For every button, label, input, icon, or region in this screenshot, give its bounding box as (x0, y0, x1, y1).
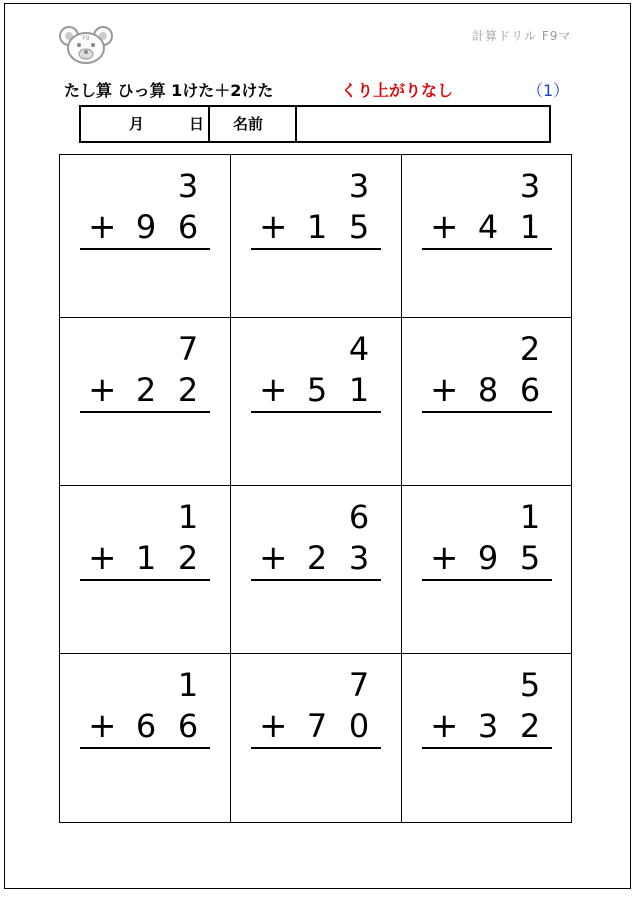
addend-top-digit: 1 (519, 498, 541, 536)
problem-cell[interactable] (231, 654, 402, 821)
date-name-box (79, 105, 551, 143)
problem-cell[interactable] (402, 654, 573, 821)
addend-ones-digit: 6 (177, 707, 199, 745)
addend-tens-digit: 1 (135, 539, 157, 577)
problem-cell[interactable] (231, 486, 402, 653)
addend-top-digit: 7 (177, 330, 199, 368)
addend-top-digit: 6 (348, 498, 370, 536)
answer-line (251, 747, 381, 749)
plus-sign: + (430, 706, 459, 746)
problem-cell[interactable] (402, 155, 573, 322)
addend-tens-digit: 3 (477, 707, 499, 745)
addend-top-digit: 3 (177, 167, 199, 205)
addend-top-digit: 1 (177, 666, 199, 704)
addend-top-digit: 5 (519, 666, 541, 704)
addend-ones-digit: 5 (348, 208, 370, 246)
plus-sign: + (88, 207, 117, 247)
addend-tens-digit: 4 (477, 208, 499, 246)
addend-ones-digit: 2 (177, 371, 199, 409)
name-box-divider (208, 107, 210, 141)
brand-label: 計算ドリル F9マ (472, 29, 572, 43)
addend-ones-digit: 2 (519, 707, 541, 745)
answer-line (422, 248, 552, 250)
answer-line (422, 747, 552, 749)
addend-tens-digit: 6 (135, 707, 157, 745)
problem-cell[interactable] (231, 318, 402, 485)
plus-sign: + (259, 706, 288, 746)
plus-sign: + (430, 370, 459, 410)
addend-ones-digit: 1 (519, 208, 541, 246)
addend-tens-digit: 1 (306, 208, 328, 246)
addend-top-digit: 1 (177, 498, 199, 536)
sheet-number: （1） (527, 81, 570, 100)
problem-cell[interactable] (60, 486, 231, 653)
addend-top-digit: 3 (348, 167, 370, 205)
name-label: 名前 (233, 115, 264, 133)
answer-line (80, 579, 210, 581)
addend-tens-digit: 5 (306, 371, 328, 409)
answer-line (251, 411, 381, 413)
addend-ones-digit: 1 (348, 371, 370, 409)
addend-tens-digit: 7 (306, 707, 328, 745)
plus-sign: + (88, 370, 117, 410)
plus-sign: + (259, 370, 288, 410)
plus-sign: + (88, 706, 117, 746)
problem-cell[interactable] (60, 654, 231, 821)
answer-line (422, 411, 552, 413)
addend-tens-digit: 9 (135, 208, 157, 246)
name-field[interactable] (307, 107, 537, 141)
plus-sign: + (259, 207, 288, 247)
addend-ones-digit: 6 (177, 208, 199, 246)
problem-grid (59, 154, 572, 823)
title-highlight: くり上がりなし (341, 81, 454, 100)
addend-ones-digit: 3 (348, 539, 370, 577)
problem-cell[interactable] (231, 155, 402, 322)
plus-sign: + (430, 538, 459, 578)
addend-tens-digit: 8 (477, 371, 499, 409)
addend-tens-digit: 2 (306, 539, 328, 577)
answer-line (80, 248, 210, 250)
logo-text: F9 (82, 35, 90, 42)
answer-line (422, 579, 552, 581)
answer-line (80, 411, 210, 413)
worksheet-title (64, 78, 570, 100)
problem-cell[interactable] (402, 318, 573, 485)
plus-sign: + (88, 538, 117, 578)
title-main: たし算 ひっ算 1けた＋2けた (64, 81, 274, 100)
answer-line (80, 747, 210, 749)
name-box-divider (295, 107, 297, 141)
addend-tens-digit: 9 (477, 539, 499, 577)
plus-sign: + (430, 207, 459, 247)
problem-cell[interactable] (60, 155, 231, 322)
answer-line (251, 248, 381, 250)
problem-cell[interactable] (402, 486, 573, 653)
addend-ones-digit: 0 (348, 707, 370, 745)
addend-top-digit: 3 (519, 167, 541, 205)
addend-tens-digit: 2 (135, 371, 157, 409)
addend-ones-digit: 2 (177, 539, 199, 577)
answer-line (251, 579, 381, 581)
addend-ones-digit: 6 (519, 371, 541, 409)
bear-logo-icon (57, 24, 115, 66)
month-label: 月 (129, 115, 145, 133)
day-label: 日 (189, 115, 205, 133)
problem-cell[interactable] (60, 318, 231, 485)
addend-top-digit: 2 (519, 330, 541, 368)
addend-top-digit: 4 (348, 330, 370, 368)
addend-ones-digit: 5 (519, 539, 541, 577)
plus-sign: + (259, 538, 288, 578)
addend-top-digit: 7 (348, 666, 370, 704)
